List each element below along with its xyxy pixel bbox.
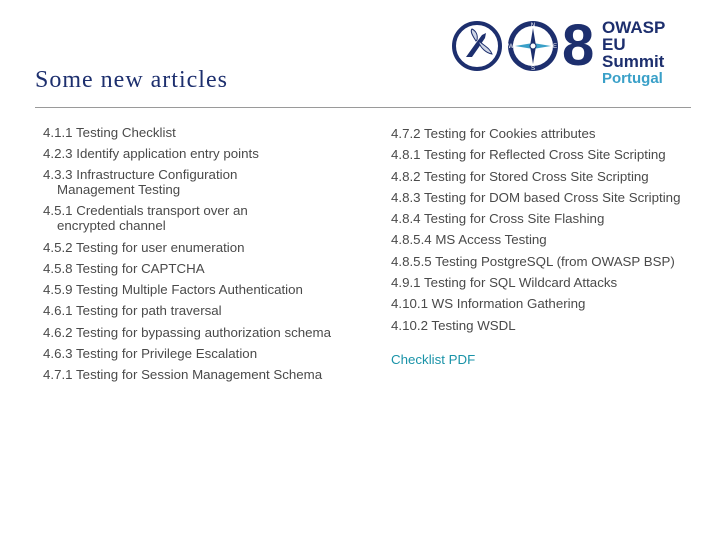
list-item-text: 4.5.9 Testing Multiple Factors Authentication [43, 282, 303, 298]
list-item-continuation: encrypted channel [57, 217, 166, 233]
list-item [43, 237, 363, 258]
list-item-text: 4.5.8 Testing for CAPTCHA [43, 260, 205, 276]
list-item: 4.10.2 Testing WSDL [391, 317, 516, 333]
list-item: 4.8.1 Testing for Reflected Cross Site Scripting [391, 147, 666, 163]
list-item-text: 4.5.2 Testing for user enumeration [43, 239, 245, 255]
list-item-text: 4.5.1 Credentials transport over an [43, 202, 248, 218]
compass-letter-s: S [530, 66, 536, 72]
list-item-text: 4.6.1 Testing for path traversal [43, 303, 222, 319]
list-item: 4.8.3 Testing for DOM based Cross Site Scripting [391, 189, 681, 205]
right-article-list [391, 123, 721, 370]
list-item [43, 300, 363, 321]
list-item: 4.8.5.4 MS Access Testing [391, 232, 547, 248]
list-item-continuation: Management Testing [57, 181, 181, 197]
summit-line-3: Portugal [602, 70, 663, 87]
summit-number: 8 [562, 13, 595, 78]
list-item: 4.9.1 Testing for SQL Wildcard Attacks [391, 275, 618, 291]
list-item-text: 4.6.3 Testing for Privilege Escalation [43, 346, 258, 362]
list-item: 4.8.4 Testing for Cross Site Flashing [391, 211, 605, 227]
compass-letter-w: W [508, 44, 514, 50]
list-item-text: 4.1.1 Testing Checklist [43, 125, 176, 140]
compass-letter-n: N [530, 23, 536, 29]
list-item: 4.7.2 Testing for Cookies attributes [391, 126, 596, 141]
compass-icon [506, 19, 560, 73]
list-item [43, 364, 363, 385]
list-item-text: 4.2.3 Identify application entry points [43, 146, 259, 162]
list-item-text: 4.3.3 Infrastructure Configuration [43, 166, 238, 182]
wasp-icon [452, 21, 502, 71]
list-item [43, 258, 363, 279]
owasp-summit-logo [452, 13, 692, 87]
list-item [43, 201, 363, 237]
list-item [43, 343, 363, 364]
summit-line-1: OWASP [602, 18, 666, 37]
list-item: 4.8.2 Testing for Stored Cross Site Scripting [391, 168, 649, 184]
summit-line-2: EU Summit [602, 35, 665, 71]
list-item: 4.10.1 WS Information Gathering [391, 296, 586, 312]
summit-name [602, 19, 692, 87]
page-title: Some new articles [35, 67, 228, 93]
list-item [43, 143, 363, 164]
list-item [43, 122, 363, 143]
list-item-text: 4.7.1 Testing for Session Management Schema [43, 367, 323, 383]
list-item-text: 4.6.2 Testing for bypassing authorization schema [43, 324, 332, 340]
list-item [43, 165, 363, 201]
compass-letter-e: E [552, 44, 558, 50]
list-item: 4.8.5.5 Testing PostgreSQL (from OWASP BSP) [391, 253, 675, 269]
checklist-pdf-link[interactable]: Checklist PDF [391, 351, 476, 367]
left-article-list [43, 122, 363, 386]
title-divider [35, 107, 691, 108]
list-item [43, 322, 363, 343]
list-item [43, 279, 363, 300]
